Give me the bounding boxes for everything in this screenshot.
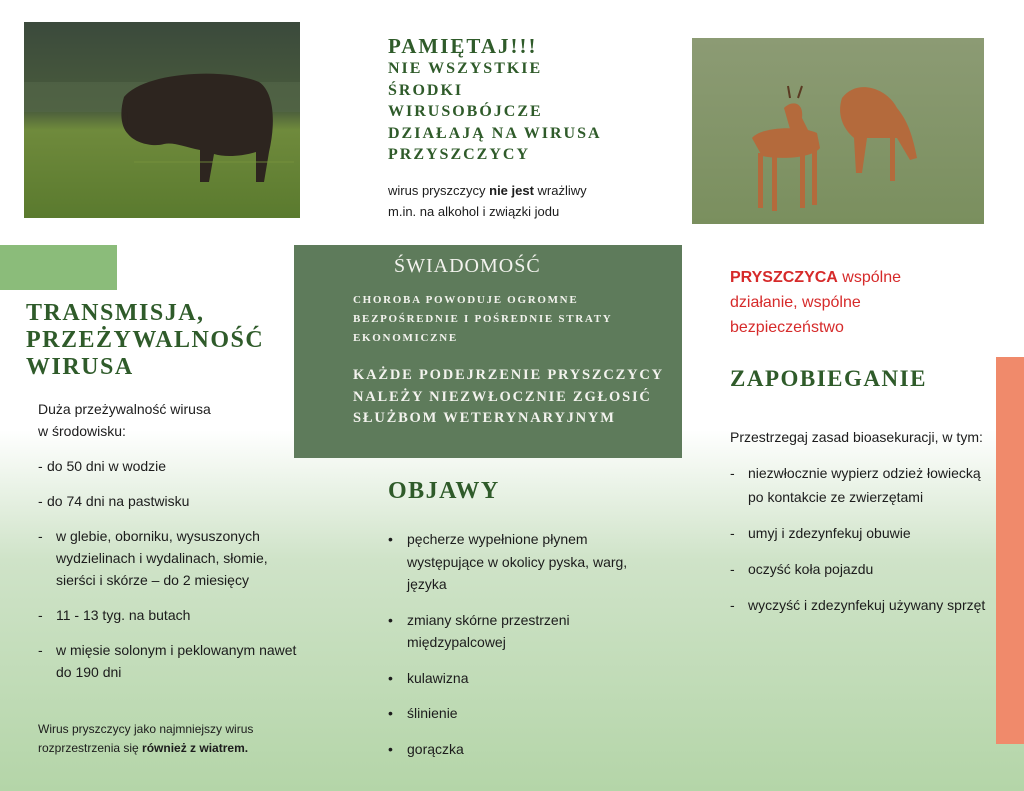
slogan <box>730 265 970 340</box>
virus-note-line-2: m.in. na alkohol i związki jodu <box>388 204 560 219</box>
slogan-text: wspólne działanie, wspólne bezpieczeństwo <box>730 269 902 336</box>
list-item-text: oczyść koła pojazdu <box>748 561 874 577</box>
awareness-title: ŚWIADOMOŚĆ <box>394 255 541 277</box>
roe-deer-photo <box>692 38 984 224</box>
virus-note <box>388 180 688 222</box>
remember-line-4: WIRUSOBÓJCZE <box>388 103 543 120</box>
symptoms-list <box>388 528 648 773</box>
prevention-intro: Przestrzegaj zasad bioasekuracji, w tym: <box>730 429 983 445</box>
list-item-text: do 74 dni na pastwisku <box>47 493 190 509</box>
list-item <box>730 593 990 617</box>
list-item-text: 11 - 13 tyg. na butach <box>56 607 191 623</box>
list-item <box>38 604 298 626</box>
dash-marker: - <box>730 597 735 613</box>
prevention-title: ZAPOBIEGANIE <box>730 366 927 391</box>
list-item-text: w mięsie solonym i peklowanym nawet do 190 dni <box>56 642 297 680</box>
dash-marker: - <box>38 607 43 623</box>
orange-accent-bar <box>996 357 1024 744</box>
remember-line-2: NIE WSZYSTKIE <box>388 60 543 77</box>
wind-footnote <box>38 720 298 758</box>
dash-marker: - <box>38 493 43 509</box>
green-accent-tab <box>0 245 117 290</box>
footnote-line-1: Wirus pryszczycy jako najmniejszy wirus <box>38 722 254 736</box>
dash-marker: - <box>730 465 735 481</box>
dash-marker: - <box>730 525 735 541</box>
transmission-title-line-1: TRANSMISJA, <box>26 300 205 326</box>
dash-marker: - <box>38 642 43 658</box>
transmission-title-line-3: WIRUSA <box>26 354 134 380</box>
remember-line-1: PAMIĘTAJ!!! <box>388 34 538 58</box>
remember-line-5: DZIAŁAJĄ NA WIRUSA <box>388 124 602 142</box>
list-item: • ślinienie <box>388 702 648 725</box>
remember-line-3: ŚRODKI <box>388 81 464 99</box>
list-item-text: umyj i zdezynfekuj obuwie <box>748 525 911 541</box>
virus-note-bold: nie jest <box>489 183 534 198</box>
list-item-text: do 50 dni w wodzie <box>47 458 167 474</box>
survival-list <box>38 455 298 683</box>
list-item: • pęcherze wypełnione płynem występujące w okolicy pyska, warg, języka <box>388 528 648 596</box>
list-item: • gorączka <box>388 738 648 761</box>
transmission-title <box>26 300 296 381</box>
virus-note-text: wirus pryszczycy <box>388 183 490 198</box>
awareness-losses-text: CHOROBA POWODUJE OGROMNE BEZPOŚREDNIE I POŚREDNIE STRATY EKONOMICZNE <box>353 294 612 344</box>
remember-line-6: PRZYSZCZYCY <box>388 146 531 163</box>
list-item <box>730 461 990 509</box>
transmission-title-line-2: PRZEŻYWALNOŚĆ <box>26 327 265 353</box>
virus-note-text-end: wrażliwy <box>533 183 587 198</box>
list-item <box>38 525 298 591</box>
list-item: • kulawizna <box>388 667 648 690</box>
list-item <box>38 490 298 512</box>
footnote-bold: również z wiatrem. <box>142 741 249 755</box>
survival-intro-line-1: Duża przeżywalność wirusa <box>38 401 211 417</box>
prevention-list <box>730 461 990 617</box>
list-item <box>38 455 298 477</box>
list-item <box>730 521 990 545</box>
list-item-text: niezwłocznie wypierz odzież łowiecką po kontakcie ze zwierzętami <box>748 465 981 505</box>
list-item <box>730 557 990 581</box>
awareness-box <box>294 245 682 458</box>
list-item-text: w glebie, oborniku, wysuszonych wydzielinach i wydalinach, słomie, sierści i skórze – do 2 miesięcy <box>56 528 268 588</box>
dash-marker: - <box>730 561 735 577</box>
dash-marker: - <box>38 458 43 474</box>
list-item-text: wyczyść i zdezynfekuj używany sprzęt <box>748 597 986 613</box>
list-item <box>38 639 298 683</box>
survival-intro-line-2: w środowisku: <box>38 423 126 439</box>
list-item: • zmiany skórne przestrzeni międzypalcowej <box>388 609 648 654</box>
footnote-line-2: rozprzestrzenia się <box>38 741 143 755</box>
awareness-report-text: KAŻDE PODEJRZENIE PRYSZCZYCY NALEŻY NIEZWŁOCZNIE ZGŁOSIĆ SŁUŻBOM WETERYNARYJNYM <box>353 367 664 426</box>
remember-heading <box>388 34 668 166</box>
prevention-section <box>730 425 990 617</box>
slogan-bold: PRYSZCZYCA <box>730 269 838 286</box>
dash-marker: - <box>38 528 43 544</box>
bison-photo <box>24 22 300 218</box>
survival-section <box>38 398 298 683</box>
symptoms-title: OBJAWY <box>388 478 500 504</box>
